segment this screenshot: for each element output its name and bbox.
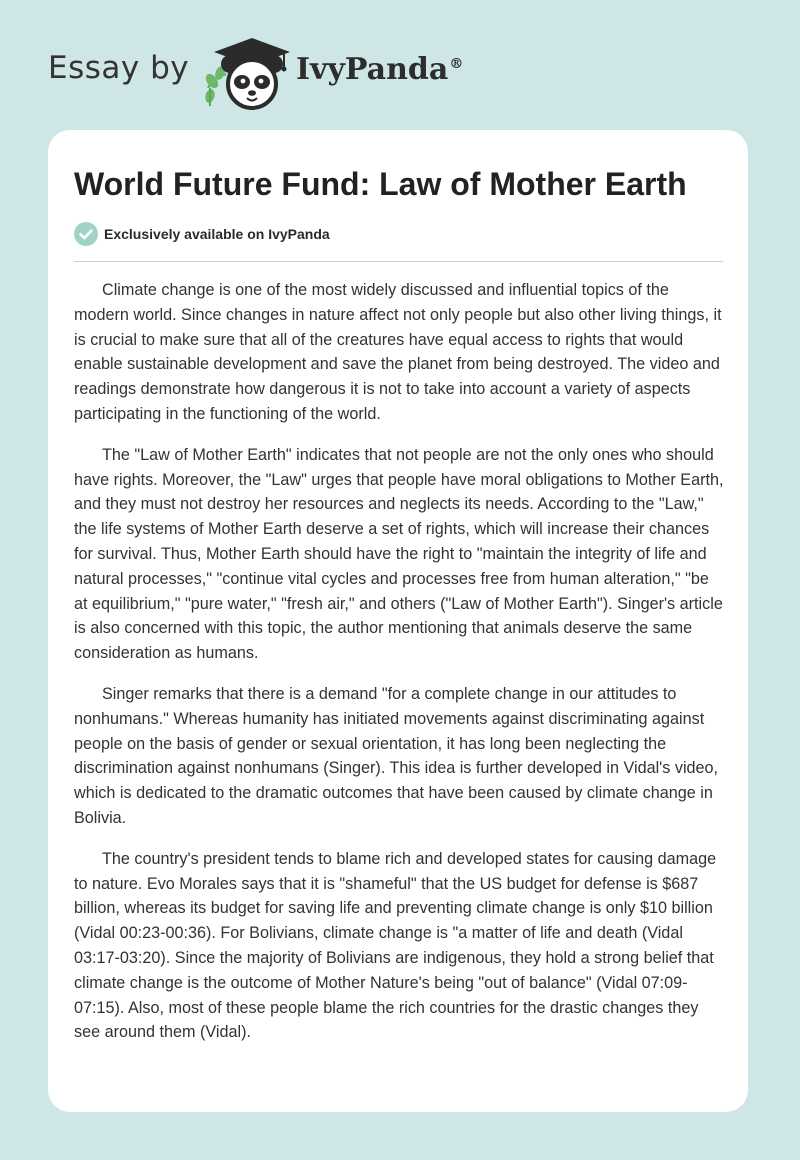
title-divider: [74, 261, 723, 262]
check-circle-icon: [74, 222, 98, 246]
exclusive-badge: [74, 222, 330, 246]
brand-name[interactable]: [296, 52, 463, 87]
brand-name-text: IvyPanda: [296, 52, 449, 87]
essay-card: [48, 130, 748, 1112]
essay-title: World Future Fund: Law of Mother Earth: [74, 166, 687, 202]
essay-by-label: Essay by: [48, 50, 190, 86]
registered-mark: ®: [449, 56, 464, 72]
panda-graduate-icon[interactable]: [200, 36, 296, 112]
essay-paragraph: Climate change is one of the most widely discussed and influential topics of the modern world. Since changes in nature affect not only people but also other living things, it is crucial to make sure that all of the creatures have equal access to rights that would enable sustainable development and save the planet from being destroyed. The video and readings demonstrate how dangerous it is not to take into account a variety of aspects participating in the functioning of the world.: [74, 281, 722, 423]
essay-paragraph: The "Law of Mother Earth" indicates that not people are not the only ones who should have rights. Moreover, the "Law" urges that people have moral obligations to Mother Earth, and they must not destroy her resources and neglects its needs. According to the "Law," the life systems of Mother Earth deserve a set of rights, which will increase their chances for survival. Thus, Mother Earth should have the right to "maintain the integrity of life and natural processes," "continue vital cycles and processes free from human alteration," "be at equilibrium," "pure water," "fresh air," and others ("Law of Mother Earth"). Singer's article is also concerned with this topic, the author mentioning that animals deserve the same consideration as humans.: [74, 445, 724, 663]
essay-paragraph: Singer remarks that there is a demand "for a complete change in our attitudes to nonhumans." Whereas humanity has initiated movements against discriminating against people on the basis of gender or sexual orientation, it has long been neglecting the discrimination against nonhumans (Singer). This idea is further developed in Vidal's video, which is dedicated to the dramatic outcomes that have been caused by climate change in Bolivia.: [74, 684, 719, 827]
site-header: [48, 36, 508, 116]
exclusive-badge-label: Exclusively available on IvyPanda: [104, 226, 330, 242]
essay-body: [74, 278, 726, 1061]
essay-paragraph: The country's president tends to blame rich and developed states for causing damage to nature. Evo Morales says that it is "shameful" that the US budget for defense is $687 billion, whereas its budget for saving life and preventing climate change is only $10 billion (Vidal 00:23-00:36). For Bolivians, climate change is "a matter of life and death (Vidal 03:17-03:20). Since the majority of Bolivians are indigenous, they hold a strong belief that climate change is the outcome of Mother Nature's being "out of balance" (Vidal 07:09-07:15). Also, most of these people blame the rich countries for the drastic changes they see around them (Vidal).: [74, 849, 717, 1042]
